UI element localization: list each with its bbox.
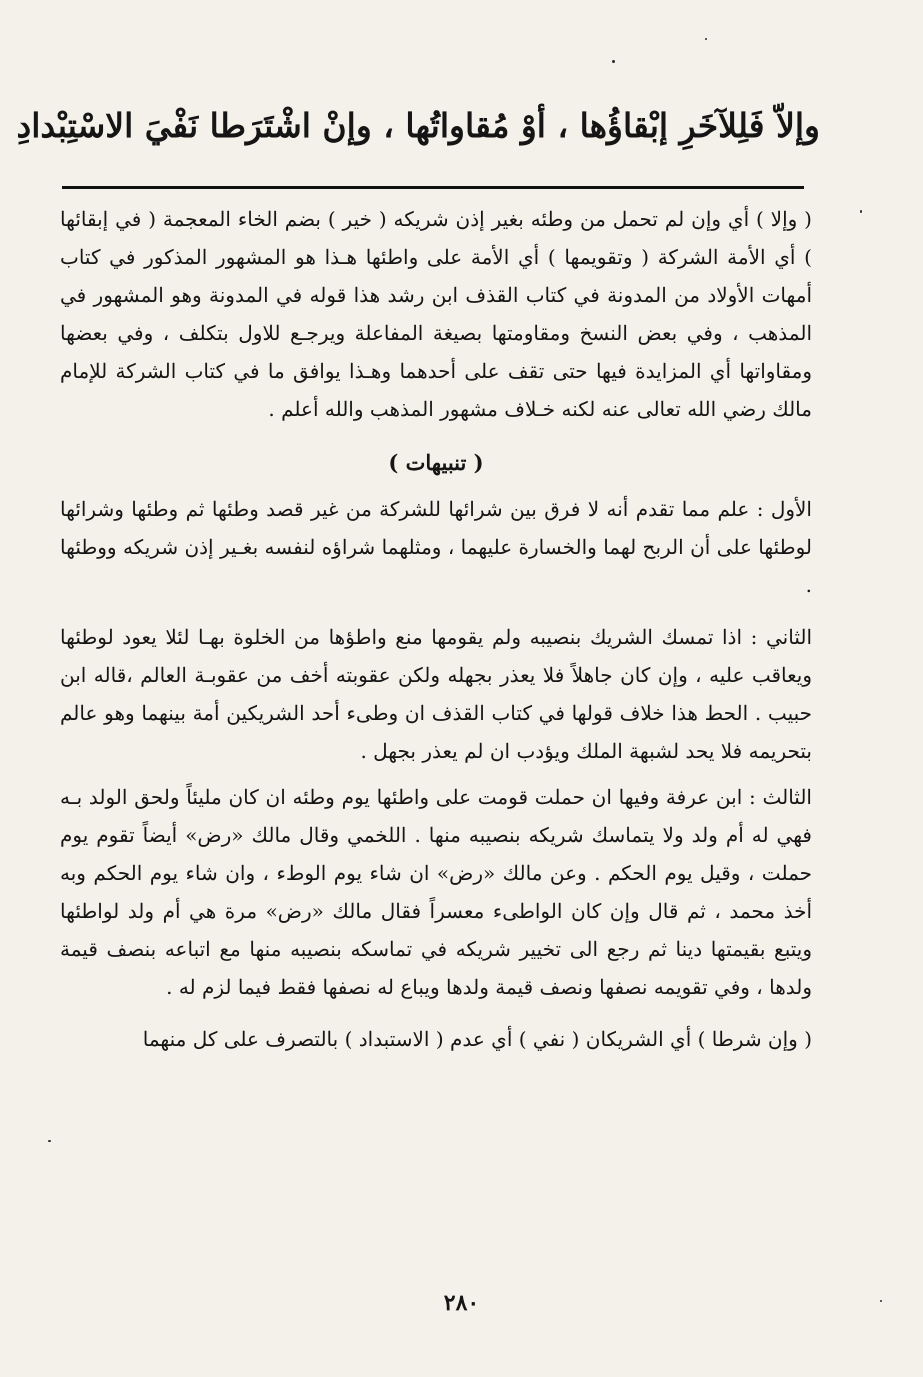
scan-speck xyxy=(860,210,862,213)
page-body xyxy=(60,200,812,1058)
page-number: ٢٨٠ xyxy=(443,1290,480,1316)
section-heading: ( تنبيهات ) xyxy=(388,450,484,475)
note-first: الأول : علم مما تقدم أنه لا فرق بين شرائها للشركة من غير قصد وطئها ثم وطئها وشرائها لوطئها على أن الربح لهما والخسارة عليهما ، ومثلهما شراؤه لنفسه بغـير إذن شريكه ووطئها . xyxy=(60,497,812,597)
verse-header: وإلاّ فَلِلآخَرِ إبْقاؤُها ، أوْ مُقاواتُها ، وإنْ اشْتَرَطا نَفْيَ الاسْتِبْدادِ xyxy=(16,106,820,145)
header-divider xyxy=(62,186,804,189)
scan-speck xyxy=(48,1140,51,1142)
note-third: الثالث : ابن عرفة وفيها ان حملت قومت على واطئها يوم وطئه ان كان مليئاً ولحق الولد بـه فهي له أم ولد ولا يتماسك شريكه بنصيبه منها . اللخمي وقال مالك «رض» أيضاً تقوم يوم حملت ، وقيل يوم الحكم . وعن مالك «رض» ان شاء يوم الوطء ، وان شاء يوم الحكم وبه أخذ محمد ، ثم قال وإن كان الواطىء معسراً فقال مالك «رض» مرة هي أم ولد لواطئها ويتبع بقيمتها دينا ثم رجع الى تخيير شريكه في تماسكه بنصيبه منها مع اتباعه بنصف قيمة ولدها ، وفي تقويمه نصفها ونصف قيمة ولدها ويباع له نصفها فقط فيما لزم له . xyxy=(60,785,812,999)
commentary-paragraph: ( وإلا ) أي وإن لم تحمل من وطئه بغير إذن شريكه ( خير ) بضم الخاء المعجمة ( في إبقائها ) أي الأمة الشركة ( وتقويمها ) أي الأمة على واطئها هـذا هو المشهور المذكور في كتاب أمهات الأولاد من المدونة في كتاب القذف ابن رشد هذا قوله في المدونة وهو المشهور في المذهب ، وفي بعض النسخ ومقاومتها بصيغة المفاعلة ويرجـع للاول بتكلف ، وفي بعضها ومقاواتها أي المزايدة فيها حتى تقف على أحدهما وهـذا يوافق ما في كتاب الشركة للإمام مالك رضي الله تعالى عنه لكنه خـلاف مشهور المذهب والله أعلم . xyxy=(60,207,813,421)
scan-speck xyxy=(612,60,615,63)
note-fourth: ( وإن شرطا ) أي الشريكان ( نفي ) أي عدم ( الاستبداد ) بالتصرف على كل منهما xyxy=(142,1027,812,1051)
note-second: الثاني : اذا تمسك الشريك بنصيبه ولم يقومها منع واطؤها من الخلوة بهـا لئلا يعود لوطئها ويعاقب عليه ، وإن كان جاهلاً فلا يعذر بجهله ولكن عقوبته أخف من عقوبـة العالم ،قاله ابن حبيب . الحط هذا خلاف قولها في كتاب القذف ان وطىء أحد الشريكين أمة بينهما وهو عالم بتحريمه فلا يحد لشبهة الملك ويؤدب ان لم يعذر بجهل . xyxy=(60,625,812,763)
scan-speck xyxy=(705,38,707,40)
scan-speck xyxy=(880,1300,882,1302)
